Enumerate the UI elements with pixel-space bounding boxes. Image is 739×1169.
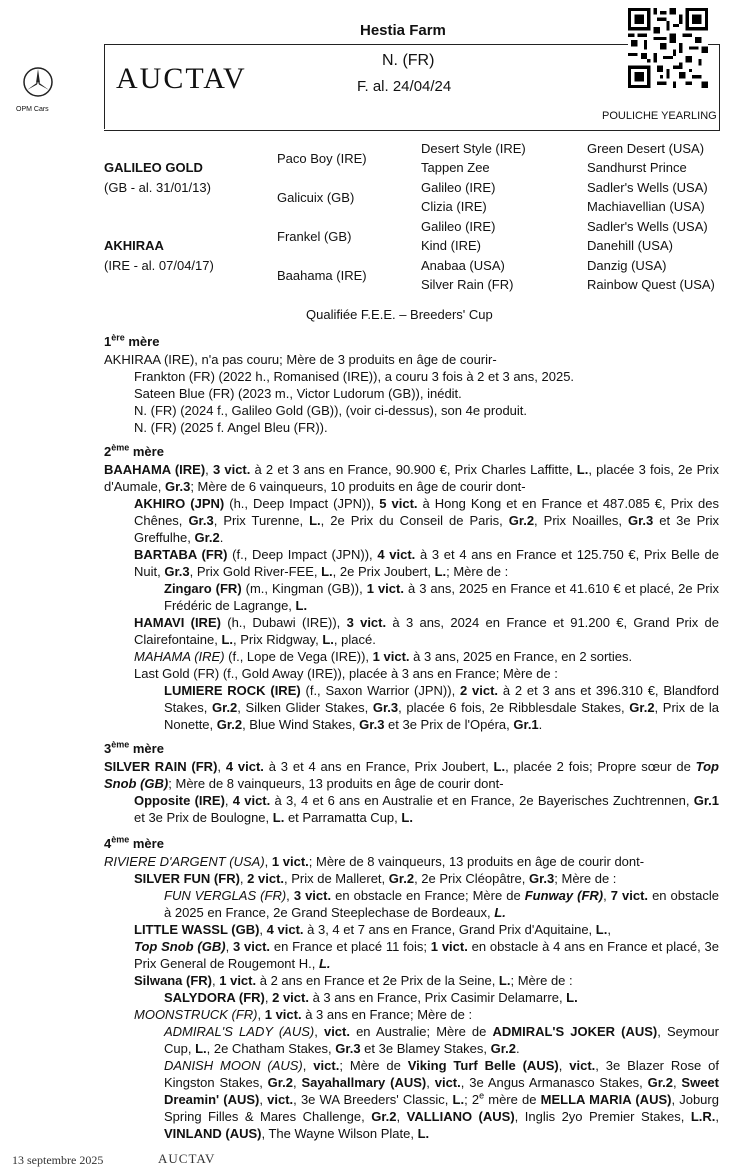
produce-last-gold: Last Gold (FR) (f., Gold Away (IRE)), placée à 3 ans en France; Mère de : — [134, 666, 558, 681]
pedigree-gen2-3: Frankel (GB) — [277, 229, 352, 244]
produce-bartaba: BARTABA (FR) (f., Deep Impact (JPN)), 4 vict. à 3 et 4 ans en France et 125.750 €, Prix Belle de Nuit, Gr.3, Prix Gold River-FEE, L., 2e Prix Joubert, L.; Mère de : — [134, 547, 720, 579]
qr-code-icon — [628, 8, 708, 88]
pedigree-gen3-5: Galileo (IRE) — [421, 219, 496, 234]
pedigree-gen4-7: Danzig (USA) — [587, 258, 667, 273]
produce-lumiere-rock: LUMIERE ROCK (IRE) (f., Saxon Warrior (JPN)), 2 vict. à 2 et 3 ans et 396.310 €, Blandford Stakes, Gr.2, Silken Glider Stakes, Gr.3, placée 6 fois, 2e Ribblesdale Stakes, Gr.2, Prix de la Nonette, Gr.2, Blue Wind Stakes, Gr.3 et 3e Prix de l'Opéra, Gr.1. — [164, 683, 719, 732]
second-dam-entry: BAAHAMA (IRE), 3 vict. à 2 et 3 ans en France, 90.900 €, Prix Charles Laffitte, L., placée 3 fois, 2e Prix d'Aumale, Gr.3; Mère de 6 vainqueurs, 10 produits en âge de courir dont- — [104, 462, 719, 494]
produce-mahama: MAHAMA (IRE) (f., Lope de Vega (IRE)), 1 vict. à 3 ans, 2025 en France, en 2 sorties. — [134, 649, 633, 664]
category-label: POULICHE YEARLING — [602, 110, 717, 122]
produce-akhiro: AKHIRO (JPN) (h., Deep Impact (JPN)), 5 vict. à Hong Kong et en France et 487.085 €, Prix des Chênes, Gr.3, Prix Turenne, L., 2e Prix du Conseil de Paris, Gr.2, Prix Noailles, Gr.3 et 3e Prix Greffulhe, Gr.2. — [134, 496, 720, 545]
produce-danish-moon: DANISH MOON (AUS), vict.; Mère de Viking Turf Belle (AUS), vict., 3e Blazer Rose of Kingston Stakes, Gr.2, Sayahallmary (AUS), vict., 3e Angus Armanasco Stakes, Gr.2, Sweet Dreamin' (AUS), vict., 3e WA Breeders' Classic, L.; 2e mère de MELLA MARIA (AUS), Joburg Spring Filles & Mares Challenge, Gr.2, VALLIANO (AUS), Inglis 2yo Premier Stakes, L.R., VINLAND (AUS), The Wayne Wilson Plate, L. — [164, 1058, 720, 1141]
pedigree-gen3-6: Kind (IRE) — [421, 238, 481, 253]
footer-logo: AUCTAV — [158, 1151, 216, 1166]
third-dam-entry: SILVER RAIN (FR), 4 vict. à 3 et 4 ans en France, Prix Joubert, L., placée 2 fois; Propre sœur de Top Snob (GB); Mère de 8 vainqueurs, 13 produits en âge de courir dont- — [104, 759, 719, 791]
dam-info: (IRE - al. 07/04/17) — [104, 258, 214, 273]
sire-name: GALILEO GOLD — [104, 160, 203, 175]
produce-hamavi: HAMAVI (IRE) (h., Dubawi (IRE)), 3 vict. à 3 ans, 2024 en France et 91.200 €, Grand Prix de Clairefontaine, L., Prix Ridgway, L., placé. — [134, 615, 719, 647]
sire-info: (GB - al. 31/01/13) — [104, 180, 211, 195]
dam-name: AKHIRAA — [104, 238, 164, 253]
pedigree-gen4-1: Green Desert (USA) — [587, 141, 705, 156]
horse-name: N. (FR) — [382, 52, 435, 69]
first-dam-produce-3: N. (FR) (2024 f., Galileo Gold (GB)), (voir ci-dessus), son 4e produit. — [134, 403, 528, 418]
produce-moonstruck: MOONSTRUCK (FR), 1 vict. à 3 ans en France; Mère de : — [134, 1007, 473, 1022]
pedigree-gen3-3: Galileo (IRE) — [421, 180, 496, 195]
section-heading-second-dam: 2ème mère — [104, 442, 164, 459]
pedigree-gen2-1: Paco Boy (IRE) — [277, 151, 367, 166]
produce-admirals-lady: ADMIRAL'S LADY (AUS), vict. en Australie; Mère de ADMIRAL'S JOKER (AUS), Seymour Cup, L., 2e Chatham Stakes, Gr.3 et 3e Blamey Stakes, Gr.2. — [164, 1024, 719, 1056]
pedigree-gen4-3: Sadler's Wells (USA) — [587, 180, 708, 195]
section-heading-first-dam: 1ère mère — [104, 332, 160, 349]
auctav-logo: AUCTAV — [116, 62, 247, 95]
sponsor-logo-text: OPM Cars — [16, 106, 49, 113]
farm-name: Hestia Farm — [360, 22, 446, 39]
pedigree-gen4-8: Rainbow Quest (USA) — [587, 277, 715, 292]
produce-silver-fun: SILVER FUN (FR), 2 vict., Prix de Malleret, Gr.2, 2e Prix Cléopâtre, Gr.3; Mère de : — [134, 871, 617, 886]
qualification-note: Qualifiée F.E.E. – Breeders' Cup — [306, 307, 493, 322]
pedigree-gen3-2: Tappen Zee — [421, 160, 490, 175]
produce-little-wassl: LITTLE WASSL (GB), 4 vict. à 3, 4 et 7 ans en France, Grand Prix d'Aquitaine, L., — [134, 922, 611, 937]
footer-date: 13 septembre 2025 — [12, 1153, 104, 1167]
section-heading-third-dam: 3ème mère — [104, 739, 164, 756]
pedigree-gen2-4: Baahama (IRE) — [277, 268, 367, 283]
pedigree-gen3-8: Silver Rain (FR) — [421, 277, 514, 292]
sex-birthdate: F. al. 24/04/24 — [357, 78, 452, 95]
fourth-dam-entry: RIVIERE D'ARGENT (USA), 1 vict.; Mère de 8 vainqueurs, 13 produits en âge de courir dont- — [104, 854, 645, 869]
pedigree-gen3-7: Anabaa (USA) — [421, 258, 505, 273]
pedigree-gen2-2: Galicuix (GB) — [277, 190, 355, 205]
first-dam-produce-1: Frankton (FR) (2022 h., Romanised (IRE)), a couru 3 fois à 2 et 3 ans, 2025. — [134, 369, 575, 384]
first-dam-summary: AKHIRAA (IRE), n'a pas couru; Mère de 3 produits en âge de courir- — [104, 352, 497, 367]
first-dam-produce-2: Sateen Blue (FR) (2023 m., Victor Ludorum (GB)), inédit. — [134, 386, 462, 401]
produce-silwana: Silwana (FR), 1 vict. à 2 ans en France et 2e Prix de la Seine, L.; Mère de : — [134, 973, 573, 988]
produce-top-snob: Top Snob (GB), 3 vict. en France et placé 11 fois; 1 vict. en obstacle à 4 ans en France et placé, 3e Prix General de Rougemont H., L. — [134, 939, 719, 971]
pedigree-gen3-4: Clizia (IRE) — [421, 199, 487, 214]
pedigree-gen4-5: Sadler's Wells (USA) — [587, 219, 708, 234]
pedigree-gen3-1: Desert Style (IRE) — [421, 141, 526, 156]
first-dam-produce-4: N. (FR) (2025 f. Angel Bleu (FR)). — [134, 420, 328, 435]
mercedes-star-icon — [22, 66, 54, 98]
pedigree-gen4-4: Machiavellian (USA) — [587, 199, 705, 214]
produce-fun-verglas: FUN VERGLAS (FR), 3 vict. en obstacle en France; Mère de Funway (FR), 7 vict. en obstacle à 2025 en France, 2e Grand Steeplechase de Bordeaux, L. — [164, 888, 719, 920]
pedigree-gen4-2: Sandhurst Prince — [587, 160, 687, 175]
produce-zingaro: Zingaro (FR) (m., Kingman (GB)), 1 vict. à 3 ans, 2025 en France et 41.610 € et placé, 2e Prix Frédéric de Lagrange, L. — [164, 581, 719, 613]
pedigree-gen4-6: Danehill (USA) — [587, 238, 673, 253]
produce-salydora: SALYDORA (FR), 2 vict. à 3 ans en France, Prix Casimir Delamarre, L. — [164, 990, 578, 1005]
produce-opposite: Opposite (IRE), 4 vict. à 3, 4 et 6 ans en Australie et en France, 2e Bayerisches Zuchtrennen, Gr.1 et 3e Prix de Boulogne, L. et Parramatta Cup, L. — [134, 793, 719, 825]
section-heading-fourth-dam: 4ème mère — [104, 834, 164, 851]
